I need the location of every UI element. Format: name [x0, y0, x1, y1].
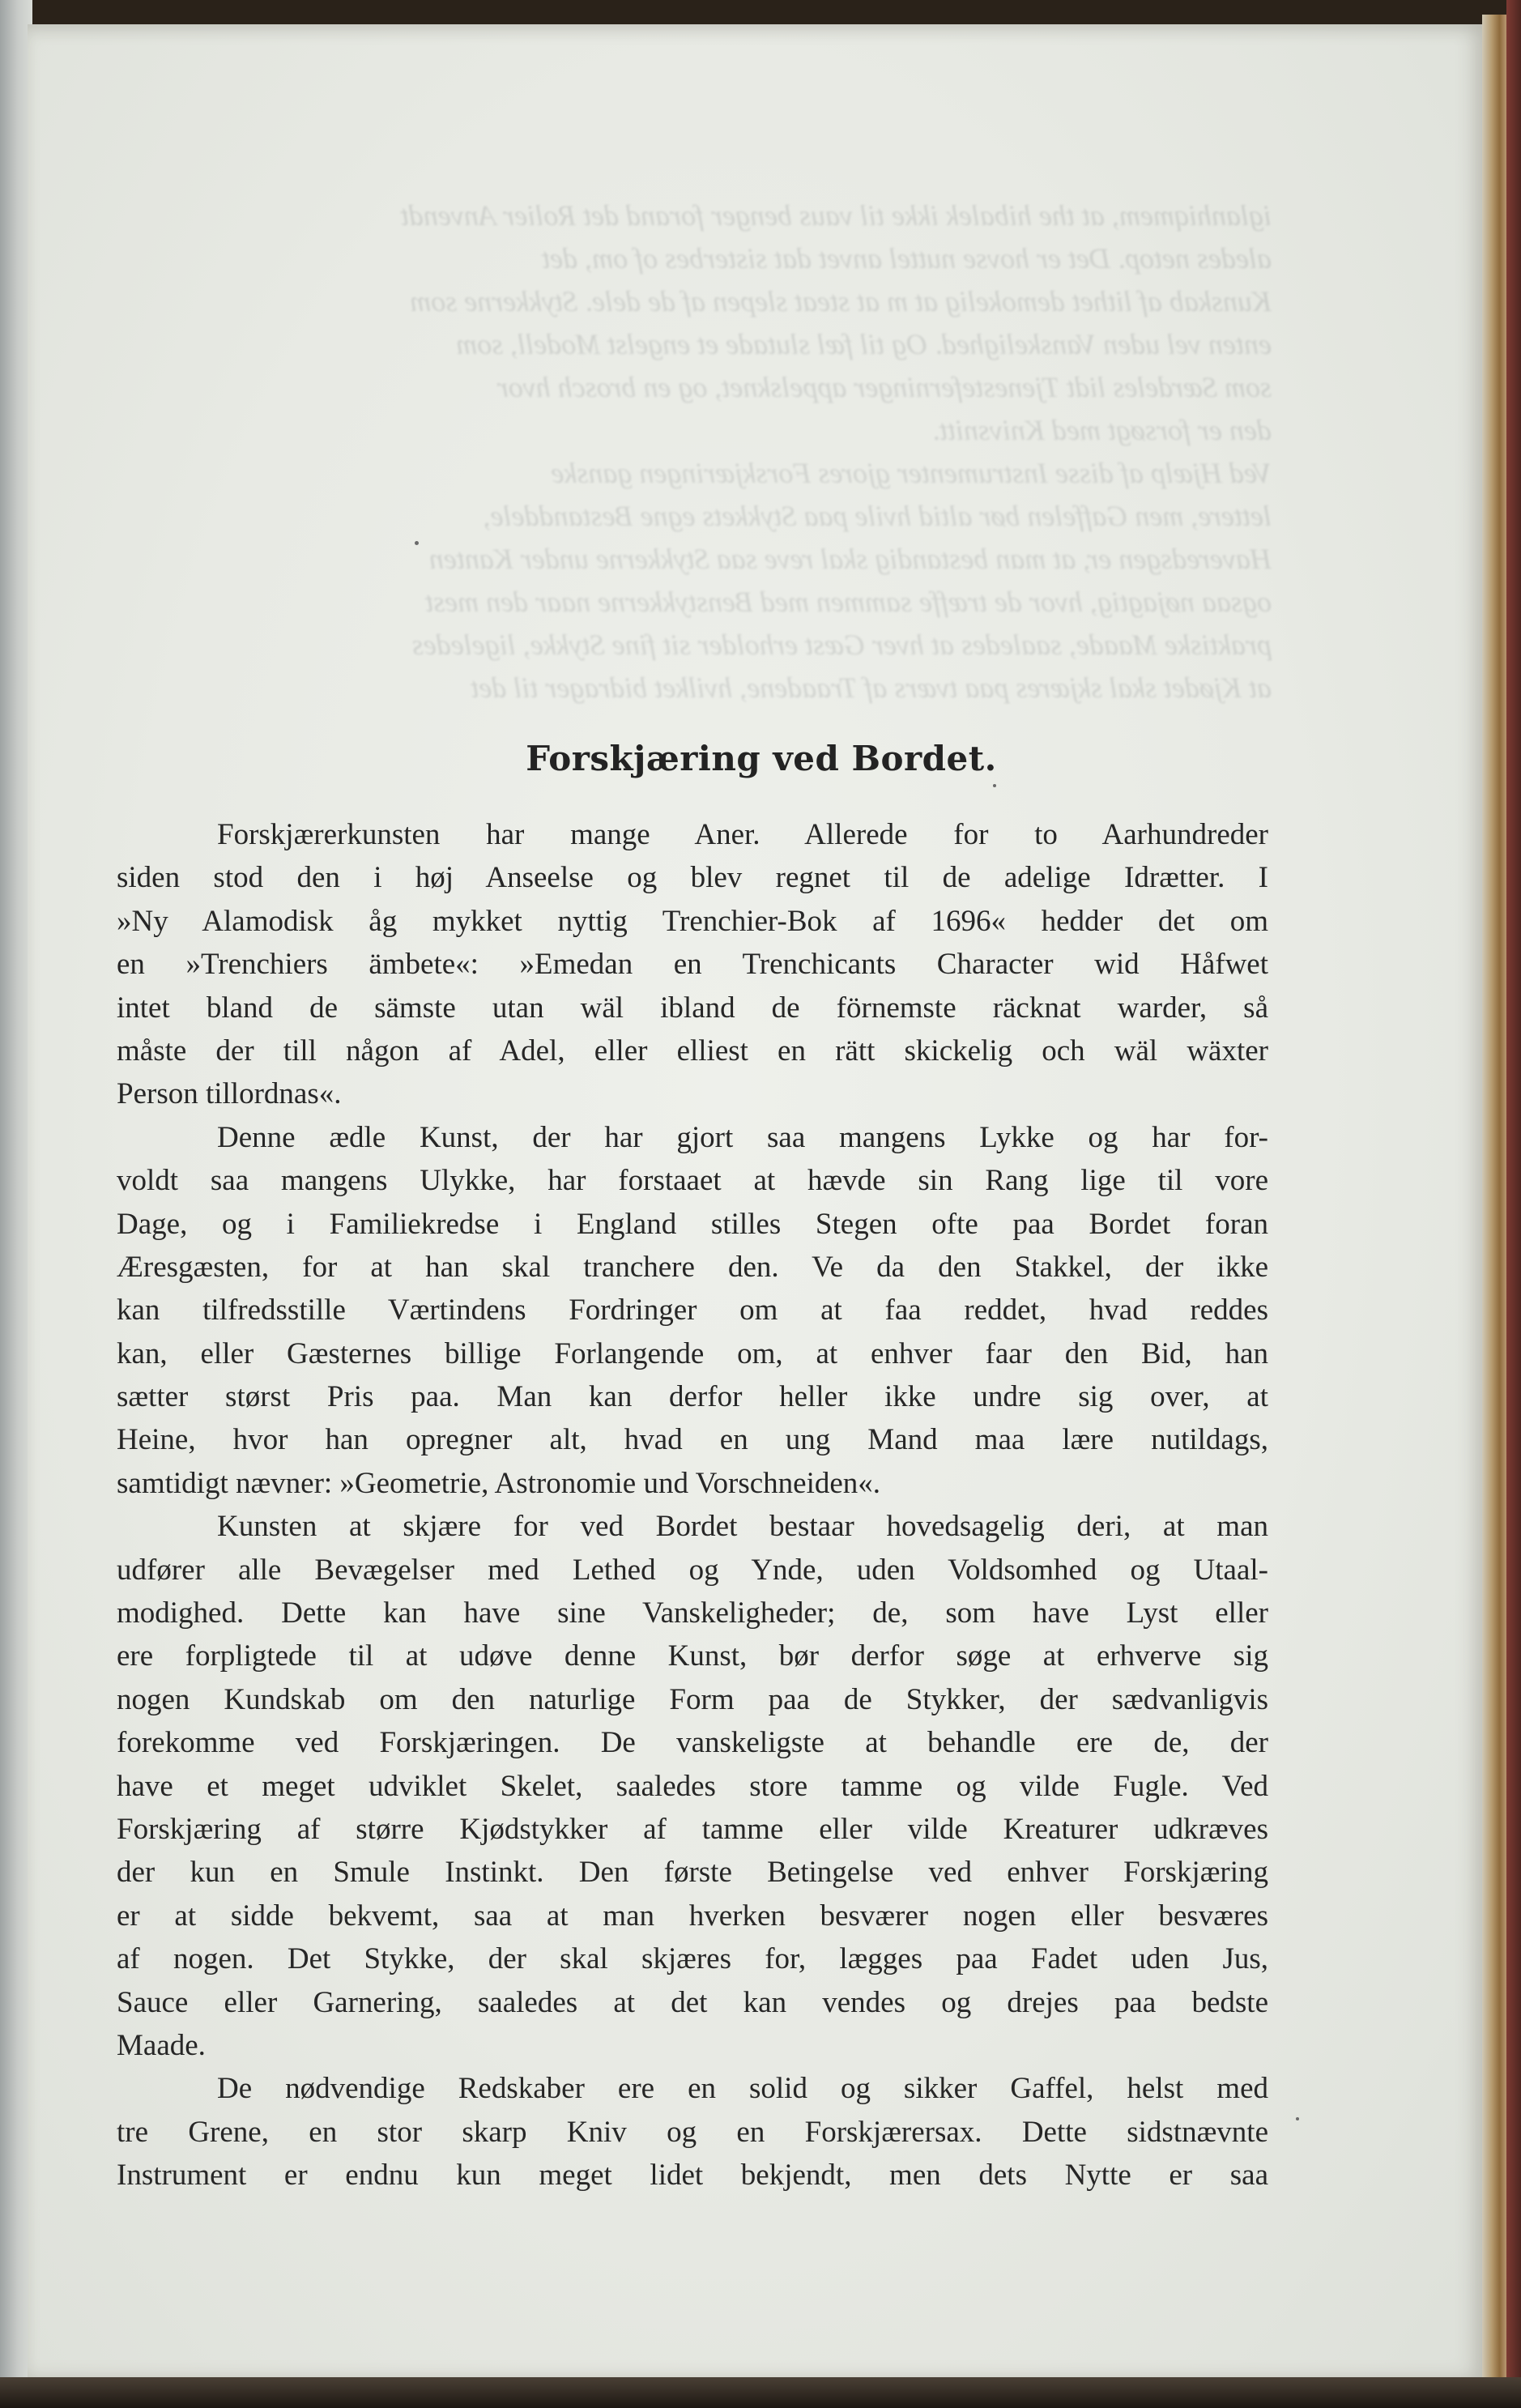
- book-cover-edge: [1506, 0, 1521, 2408]
- body-text: [117, 813, 1268, 2197]
- text-line: Person tillordnas«.: [117, 1077, 342, 1111]
- text-line: Heine, hvor han opregner alt, hvad en ung Mand maa lære nutildags,: [117, 1423, 1268, 1457]
- text-line: Forskjærerkunsten har mange Aner. Allerede for to Aarhundreder: [217, 818, 1268, 851]
- text-line: Forskjæring af større Kjødstykker af tamme eller vilde Kreaturer udkræves: [117, 1812, 1268, 1846]
- ink-speck: [415, 541, 419, 545]
- text-line: kan, eller Gæsternes billige Forlangende om, at enhver faar den Bid, han: [117, 1336, 1268, 1370]
- text-line: tre Grene, en stor skarp Kniv og en Forskjærersax. Dette sidstnævnte: [117, 2115, 1268, 2149]
- text-line: Dage, og i Familiekredse i England stilles Stegen ofte paa Bordet foran: [117, 1207, 1268, 1241]
- text-line: sætter størst Pris paa. Man kan derfor heller ikke undre sig over, at: [117, 1380, 1268, 1414]
- chapter-heading: Forskjæring ved Bordet.: [526, 739, 997, 778]
- text-line: af nogen. Det Stykke, der skal skjæres for, lægges paa Fadet uden Jus,: [117, 1942, 1268, 1976]
- text-line: er at sidde bekvemt, saa at man hverken besværer nogen eller besværes: [117, 1899, 1268, 1933]
- text-line: »Ny Alamodisk åg mykket nyttig Trenchier-Bok af 1696« hedder det om: [117, 904, 1268, 938]
- text-line: De nødvendige Redskaber ere en solid og sikker Gaffel, helst med: [217, 2072, 1268, 2106]
- ink-speck: [993, 784, 996, 787]
- text-line: forekomme ved Forskjæringen. De vanskeligste at behandle ere de, der: [117, 1726, 1268, 1760]
- ink-speck: [1296, 2117, 1299, 2120]
- text-line: voldt saa mangens Ulykke, har forstaaet at hævde sin Rang lige til vore: [117, 1164, 1268, 1198]
- text-line: intet bland de sämste utan wäl ibland de förnemste räcknat warder, så: [117, 991, 1268, 1025]
- text-line: Sauce eller Garnering, saaledes at det kan vendes og drejes paa bedste: [117, 1985, 1268, 2019]
- text-line: Denne ædle Kunst, der har gjort saa mangens Lykke og har for-: [217, 1120, 1268, 1154]
- paragraph: [117, 1505, 1268, 2067]
- text-line: udfører alle Bevægelser med Lethed og Ynde, uden Voldsomhed og Utaal-: [117, 1553, 1268, 1587]
- text-line: modighed. Dette kan have sine Vanskeligheder; de, som have Lyst eller: [117, 1596, 1268, 1630]
- text-line: måste der till någon af Adel, eller elliest en rätt skickelig och wäl wäxter: [117, 1034, 1268, 1068]
- bleed-through-text: iglanhiqmem, at the hibalek ikke til vaus benger forand det Rolier Anvendt aledes netop. Det er hovse nuttel anvet dat sisterbes of om, det Kunskab af lithet demokelig at m at steat slepen af de dele. Stykkerne som enten vel uden Vanskelighed. Og til fæl slutade et engelst Modell, som som Særdeles lidt Tjenesteferninger appelsknet, og en brosch hvor den er forsøgt med Knivsnitt. Ved Hjælp af disse Instrumenter gjores Forskjæringen ganske lettere, men Gaffelen bør altid hvile paa Stykkets egne Bestanddele, Haveredsgen er, at man bestandig skal reve saa Stykkerne under Kanten ogsaa nøjagtig, hvor de træffe sammen med Benstykkerne naar den mest praktiske Maade, saaledes at hver Gæst erholder sit fine Stykke, ligeledes at Kjødet skal skjæres paa tværs af Traadene, hvilket bidrager til det: [400, 199, 1272, 704]
- text-line: samtidigt nævner: »Geometrie, Astronomie und Vorschneiden«.: [117, 1466, 881, 1500]
- text-line: en »Trenchiers ämbete«: »Emedan en Trenchicants Character wid Håfwet: [117, 948, 1268, 982]
- paragraph: [117, 2067, 1268, 2197]
- text-line: Kunsten at skjære for ved Bordet bestaar hovedsagelig deri, at man: [217, 1510, 1268, 1544]
- text-line: Æresgæsten, for at han skal tranchere den. Ve da den Stakkel, der ikke: [117, 1250, 1268, 1284]
- page-bottom-edge: [0, 2377, 1521, 2408]
- text-line: kan tilfredsstille Værtindens Fordringer om at faa reddet, hvad reddes: [117, 1294, 1268, 1328]
- text-line: siden stod den i høj Anseelse og blev regnet til de adelige Idrætter. I: [117, 861, 1268, 895]
- text-line: der kun en Smule Instinkt. Den første Betingelse ved enhver Forskjæring: [117, 1856, 1268, 1890]
- text-line: Maade.: [117, 2028, 206, 2062]
- text-line: Instrument er endnu kun meget lidet bekjendt, men dets Nytte er saa: [117, 2159, 1268, 2193]
- text-line: ere forpligtede til at udøve denne Kunst, bør derfor søge at erhverve sig: [117, 1639, 1268, 1673]
- text-line: have et meget udviklet Skelet, saaledes store tamme og vilde Fugle. Ved: [117, 1769, 1268, 1803]
- text-line: nogen Kundskab om den naturlige Form paa de Stykker, der sædvanligvis: [117, 1682, 1268, 1716]
- paragraph: [117, 1116, 1268, 1506]
- paragraph: [117, 813, 1268, 1116]
